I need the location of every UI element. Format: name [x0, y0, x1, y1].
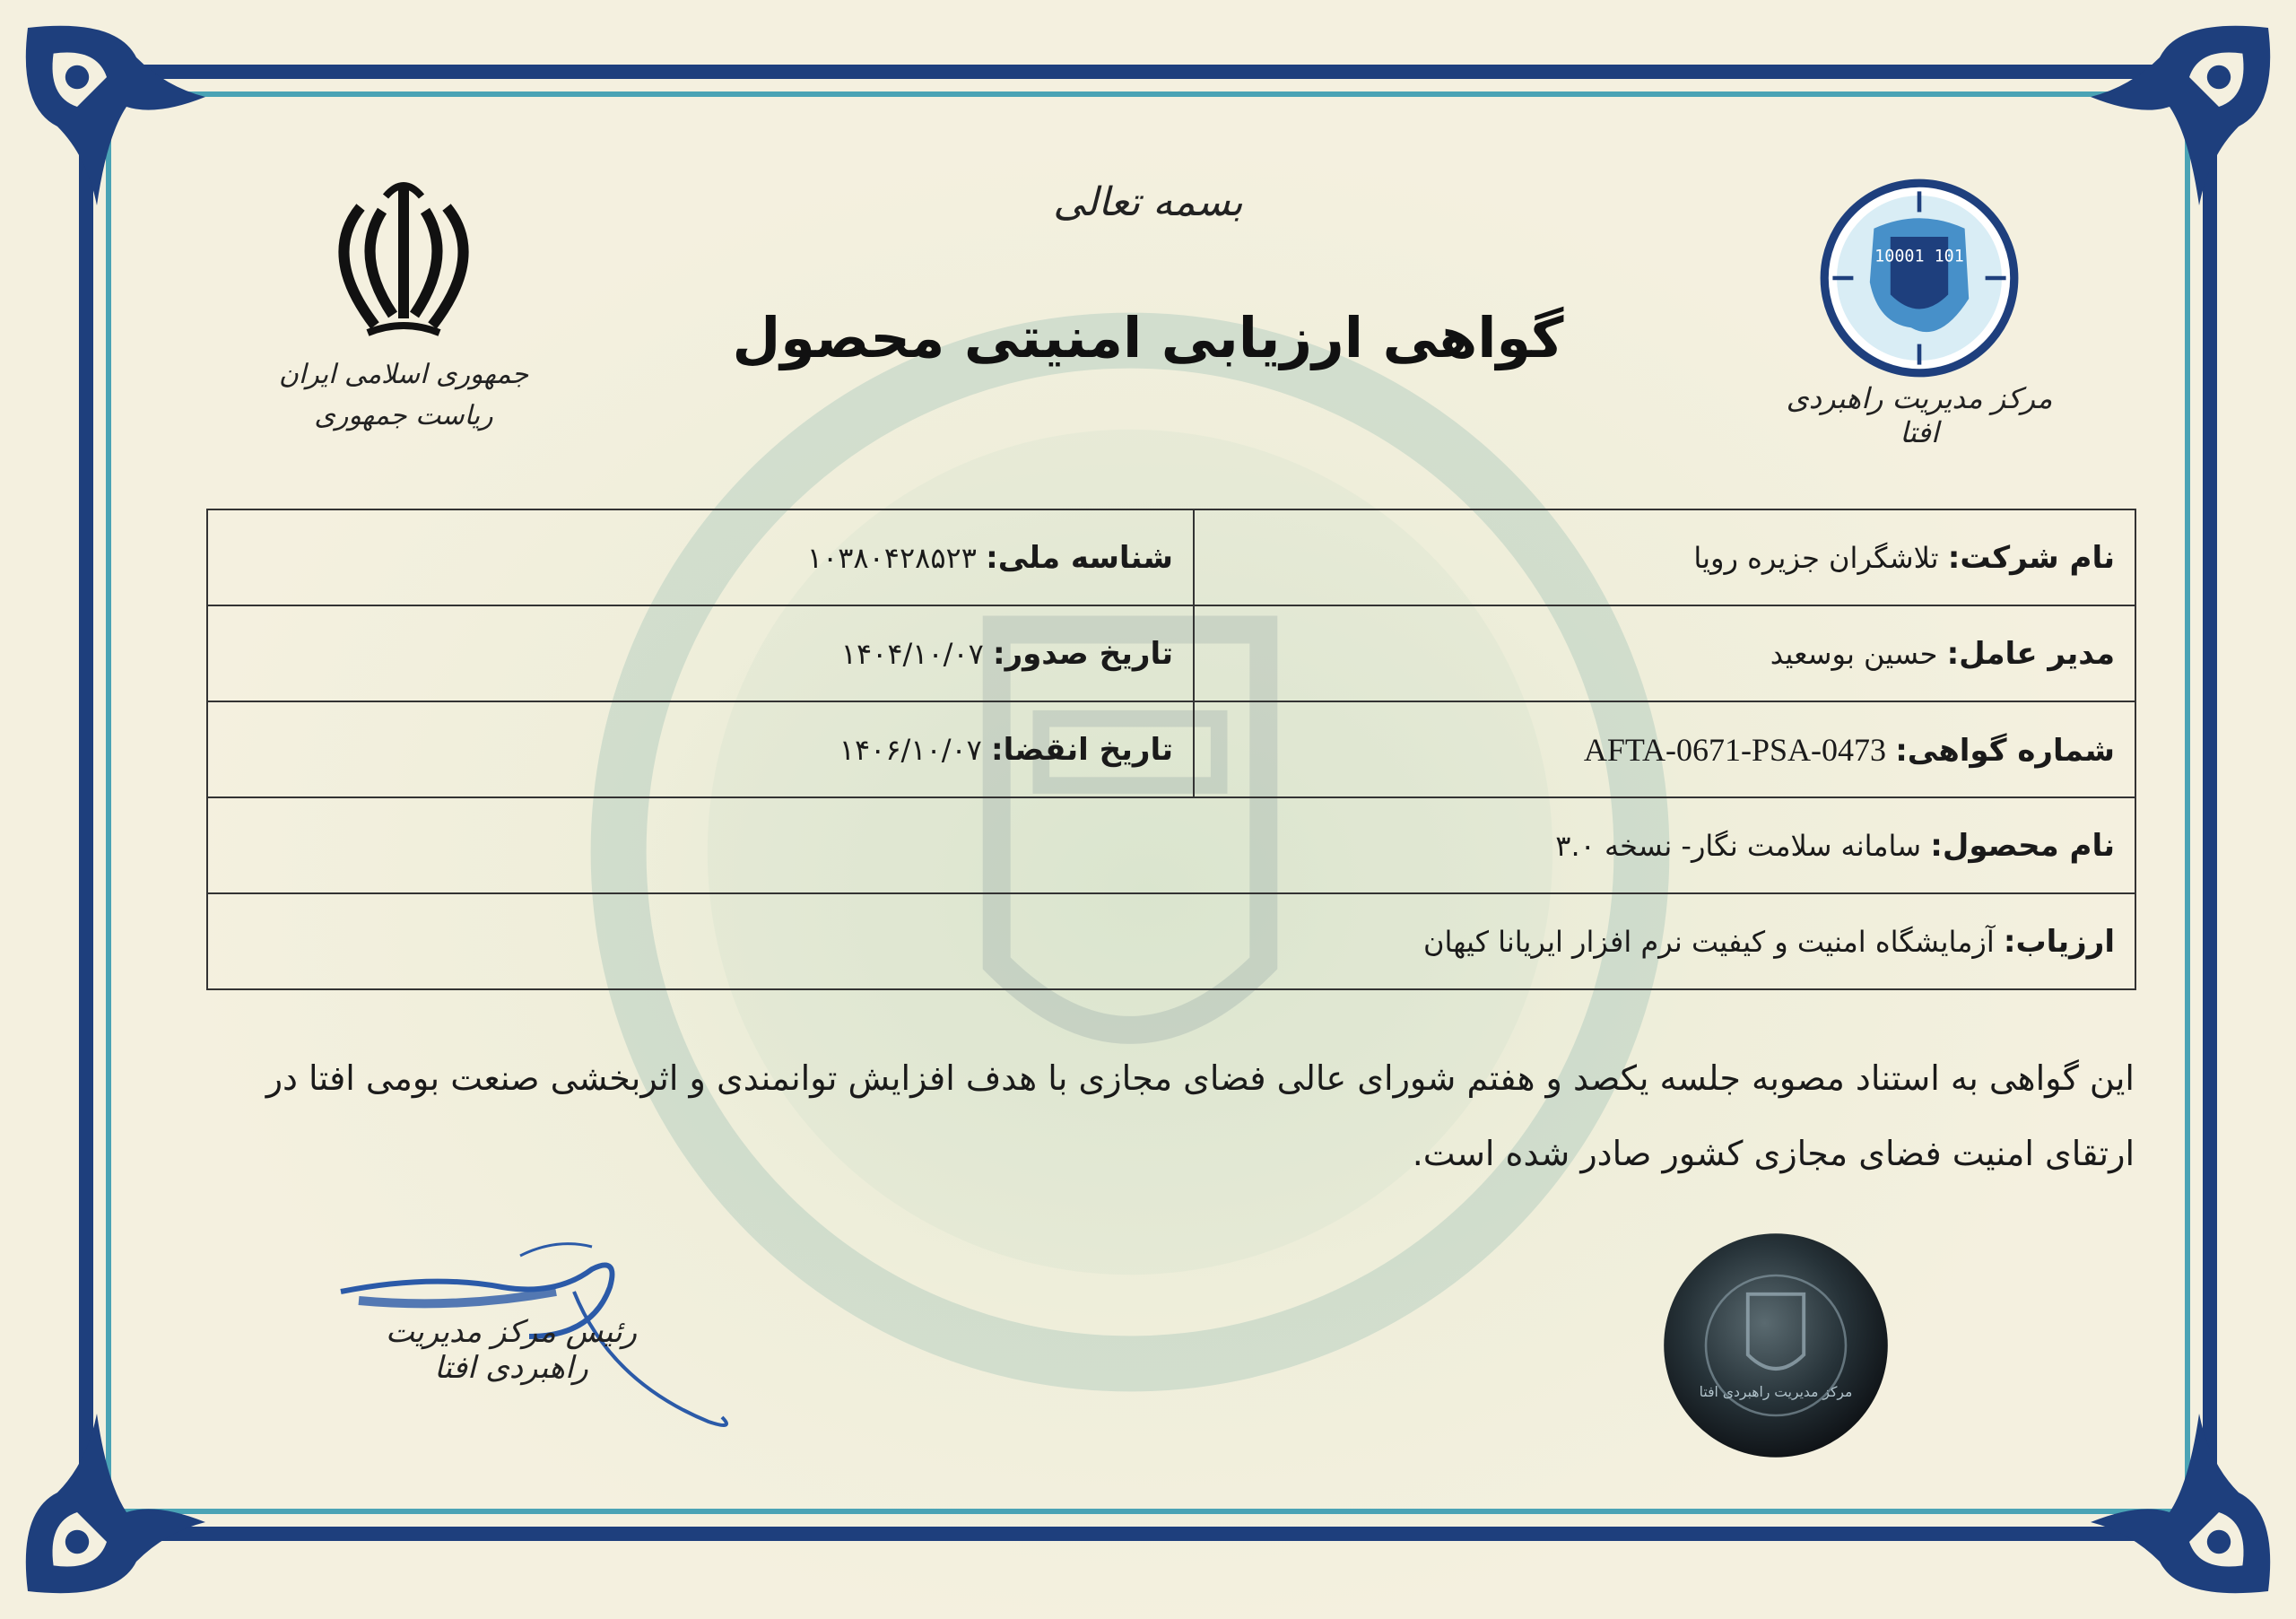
left-emblem-caption	[269, 354, 538, 437]
ceo-cell	[1194, 605, 2135, 701]
hologram-seal-icon	[1659, 1229, 1892, 1462]
table-row	[207, 893, 2135, 989]
national-id-cell	[207, 509, 1194, 605]
certificate-statement	[206, 1040, 2135, 1191]
certificate-info-table	[206, 509, 2136, 990]
emblem-line-2: ریاست جمهوری	[314, 400, 493, 431]
signature-caption: رئیس مرکز مدیریت راهبردی افتا	[385, 1314, 638, 1386]
table-row	[207, 605, 2135, 701]
cert-number-label: شماره گواهی:	[1895, 732, 2115, 769]
expiry-date-label: تاریخ انقضا:	[991, 731, 1173, 768]
corner-ornament-icon	[18, 18, 215, 215]
ceo-value: حسین بوسعید	[1770, 636, 1938, 671]
national-id-label: شناسه ملی:	[986, 539, 1173, 576]
issue-date-label: تاریخ صدور:	[992, 635, 1173, 672]
corner-ornament-icon	[18, 1404, 215, 1601]
table-row	[207, 701, 2135, 797]
statement-line-2: ارتقای امنیت فضای مجازی کشور صادر شده است.	[1412, 1134, 2135, 1173]
iran-emblem-icon	[314, 175, 493, 345]
emblem-line-1: جمهوری اسلامی ایران	[278, 359, 529, 390]
cert-number-cell	[1194, 701, 2135, 797]
expiry-date-value: ۱۴۰۶/۱۰/۰۷	[839, 732, 982, 767]
company-label: نام شرکت:	[1947, 539, 2115, 576]
evaluator-cell	[207, 893, 2135, 989]
statement-line-1: این گواهی به استناد مصوبه جلسه یکصد و هفتم شورای عالی فضای مجازی با هدف افزایش توانمندی و اثربخشی صنعت بومی افتا در	[265, 1058, 2135, 1098]
company-value: تلاشگران جزیره رویا	[1693, 540, 1939, 575]
evaluator-label: ارزیاب:	[2003, 923, 2115, 960]
cert-number-value: AFTA-0671-PSA-0473	[1583, 731, 1887, 768]
table-row	[207, 509, 2135, 605]
company-cell	[1194, 509, 2135, 605]
expiry-date-cell	[207, 701, 1194, 797]
evaluator-value: آزمایشگاه امنیت و کیفیت نرم افزار ایریانا کیهان	[1423, 924, 1995, 959]
logo-text: 10001 101	[1874, 247, 1964, 266]
right-logo-caption: مرکز مدیریت راهبردی افتا	[1786, 381, 2053, 449]
product-label: نام محصول:	[1930, 827, 2115, 864]
issue-date-cell	[207, 605, 1194, 701]
afta-logo-icon	[1816, 175, 2022, 381]
corner-ornament-icon	[2081, 1404, 2278, 1601]
seal-text: مرکز مدیریت راهبردی افتا	[1699, 1384, 1853, 1401]
national-id-value: ۱۰۳۸۰۴۲۸۵۲۳	[806, 540, 977, 575]
product-value: سامانه سلامت نگار- نسخه ۳.۰	[1555, 828, 1922, 863]
table-row	[207, 797, 2135, 893]
corner-ornament-icon	[2081, 18, 2278, 215]
ceo-label: مدیر عامل:	[1946, 635, 2115, 672]
page-title: گواهی ارزیابی امنیتی محصول	[732, 305, 1564, 370]
bismillah-heading: بسمه تعالی	[1053, 179, 1243, 225]
issue-date-value: ۱۴۰۴/۱۰/۰۷	[840, 636, 984, 671]
product-cell	[207, 797, 2135, 893]
